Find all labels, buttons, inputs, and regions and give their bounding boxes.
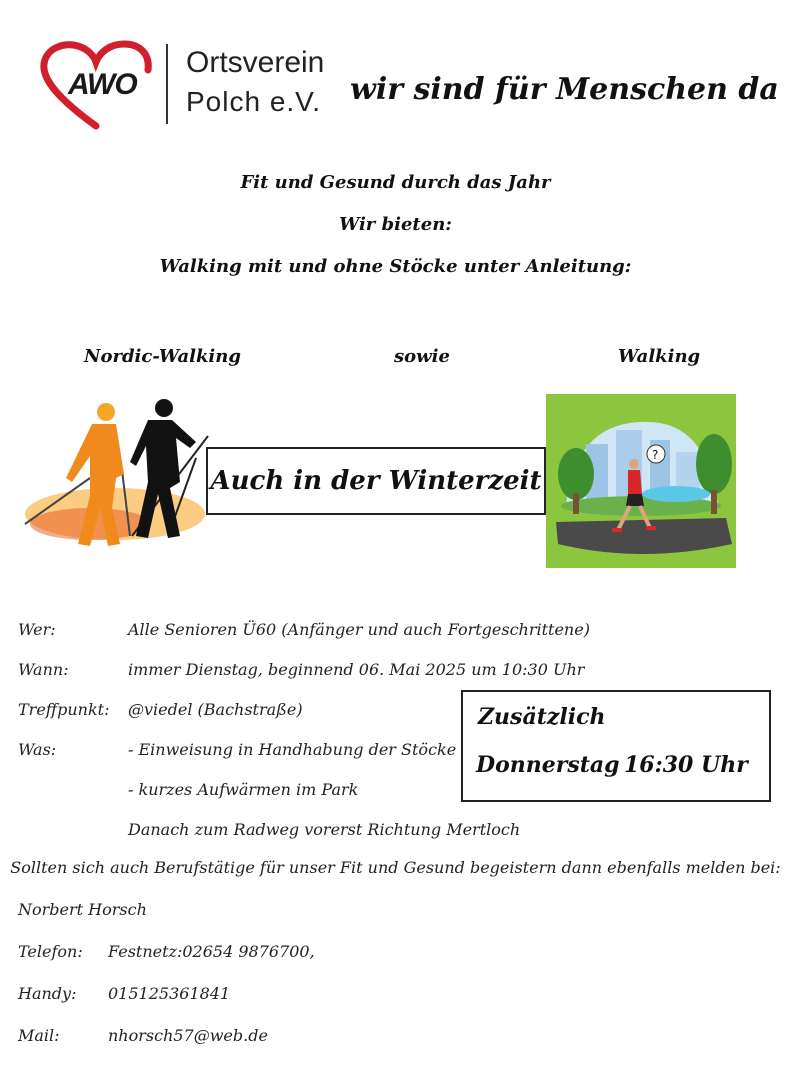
winter-banner-text: Auch in der Winterzeit [210, 466, 542, 496]
extra-session-time: 16:30 Uhr [624, 752, 748, 778]
label-nordic-walking: Nordic-Walking [84, 346, 241, 367]
contact-name: Norbert Horsch [18, 900, 147, 919]
detail-value-when: immer Dienstag, beginnend 06. Mai 2025 um 10:30 Uhr [128, 660, 585, 679]
park-walking-illustration [546, 394, 736, 568]
detail-key-meeting-point: Treffpunkt: [18, 700, 110, 719]
svg-text:?: ? [652, 448, 659, 462]
slogan: wir sind für Menschen da [350, 72, 779, 107]
contact-key-mobile: Handy: [18, 984, 77, 1003]
detail-key-when: Wann: [18, 660, 69, 679]
org-name: Ortsverein [186, 46, 325, 79]
detail-value-who: Alle Senioren Ü60 (Anfänger und auch Fortgeschrittene) [128, 620, 590, 639]
working-people-notice: Sollten sich auch Berufstätige für unser Fit und Gesund begeistern dann ebenfalls melden bei: [10, 858, 781, 877]
contact-value-mobile: 015125361841 [108, 984, 231, 1003]
headline-fit: Fit und Gesund durch das Jahr [240, 172, 551, 193]
winter-banner [206, 447, 546, 515]
logo-divider [166, 44, 168, 124]
detail-value-what-1: - Einweisung in Handhabung der Stöcke [128, 740, 457, 759]
label-sowie: sowie [394, 346, 450, 367]
contact-value-phone: Festnetz:02654 9876700, [108, 942, 315, 961]
headline-offer: Wir bieten: [339, 214, 452, 235]
headline-walking: Walking mit und ohne Stöcke unter Anleitung: [159, 256, 632, 277]
extra-session-day: Donnerstag [476, 752, 620, 778]
extra-session-title: Zusätzlich [478, 704, 606, 730]
contact-key-phone: Telefon: [18, 942, 83, 961]
awo-logo-text: AWO [68, 68, 137, 101]
detail-value-meeting-point: @viedel (Bachstraße) [128, 700, 303, 719]
contact-key-mail: Mail: [18, 1026, 60, 1045]
label-walking: Walking [618, 346, 701, 367]
contact-value-mail[interactable]: nhorsch57@web.de [108, 1026, 268, 1045]
nordic-walking-illustration [20, 396, 215, 552]
detail-key-what: Was: [18, 740, 57, 759]
detail-key-who: Wer: [18, 620, 56, 639]
detail-value-what-2: - kurzes Aufwärmen im Park [128, 780, 359, 799]
detail-value-what-3: Danach zum Radweg vorerst Richtung Mertloch [128, 820, 521, 839]
org-location: Polch e.V. [186, 86, 322, 117]
